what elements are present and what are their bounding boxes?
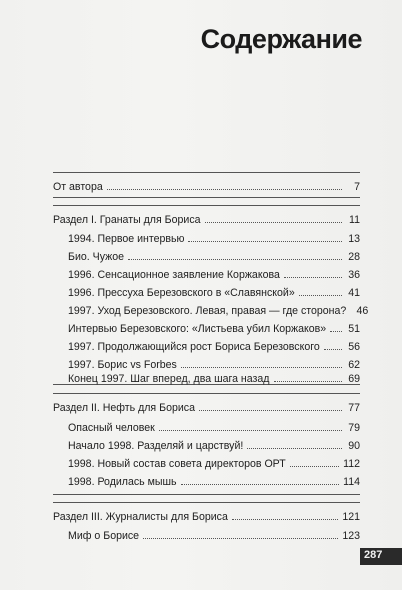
toc-row[interactable] bbox=[68, 281, 360, 299]
leader-dots bbox=[205, 222, 342, 223]
toc-row[interactable] bbox=[68, 335, 360, 353]
leader-dots bbox=[274, 381, 343, 382]
leader-dots bbox=[284, 277, 342, 278]
toc-entry-page: 36 bbox=[348, 269, 360, 281]
toc-entry-page: 28 bbox=[348, 251, 360, 263]
leader-dots bbox=[330, 331, 342, 332]
toc-row[interactable] bbox=[53, 396, 360, 414]
page-number: 287 bbox=[364, 549, 383, 561]
toc-entry-label: Миф о Борисе bbox=[68, 530, 140, 542]
toc-section-3 bbox=[53, 502, 360, 544]
toc-section-1 bbox=[53, 205, 369, 385]
page-title: Содержание bbox=[200, 24, 362, 54]
toc-row[interactable] bbox=[53, 175, 360, 193]
toc-row[interactable] bbox=[53, 208, 360, 226]
toc-entry-label: Конец 1997. Шаг вперед, два шага назад bbox=[68, 373, 270, 385]
toc-row[interactable] bbox=[68, 416, 360, 434]
toc-section-intro bbox=[53, 172, 360, 198]
toc-section-2 bbox=[53, 393, 360, 495]
toc-entry-label: 1996. Сенсационное заявление Коржакова bbox=[68, 269, 280, 281]
leader-dots bbox=[199, 410, 342, 411]
toc-row[interactable] bbox=[68, 245, 360, 263]
toc-entry-page: 114 bbox=[343, 476, 360, 488]
toc-row[interactable] bbox=[68, 299, 369, 317]
toc-row[interactable] bbox=[68, 317, 360, 335]
leader-dots bbox=[181, 484, 340, 485]
toc-entry-label: Раздел II. Нефть для Бориса bbox=[53, 402, 195, 414]
toc-entry-page: 112 bbox=[343, 458, 360, 470]
toc-entry-page: 69 bbox=[348, 373, 360, 385]
toc-entry-label: 1994. Первое интервью bbox=[68, 233, 185, 245]
leader-dots bbox=[159, 430, 342, 431]
toc-entry-page: 46 bbox=[356, 305, 369, 317]
leader-dots bbox=[128, 259, 342, 260]
toc-row[interactable] bbox=[68, 470, 360, 488]
toc-entry-page: 7 bbox=[354, 181, 360, 193]
toc-entry-label: 1998. Новый состав совета директоров ОРТ bbox=[68, 458, 286, 470]
toc-entry-label: Интервью Березовского: «Листьева убил Коржаков» bbox=[68, 323, 327, 335]
toc-entry-page: 123 bbox=[342, 530, 360, 542]
toc-row[interactable] bbox=[68, 452, 360, 470]
leader-dots bbox=[107, 189, 342, 190]
toc-row[interactable] bbox=[68, 524, 360, 542]
leader-dots bbox=[188, 241, 342, 242]
toc-entry-label: 1998. Родилась мышь bbox=[68, 476, 177, 488]
toc-entry-label: От автора bbox=[53, 181, 103, 193]
toc-entry-page: 121 bbox=[342, 511, 360, 523]
leader-dots bbox=[143, 538, 338, 539]
toc-entry-label: 1997. Продолжающийся рост Бориса Березовского bbox=[68, 341, 320, 353]
toc-entry-page: 56 bbox=[348, 341, 360, 353]
toc-row[interactable] bbox=[68, 227, 360, 245]
toc-entry-label: Био. Чужое bbox=[68, 251, 124, 263]
toc-entry-page: 11 bbox=[349, 214, 360, 226]
toc-entry-page: 51 bbox=[348, 323, 360, 335]
toc-row[interactable] bbox=[68, 367, 360, 385]
toc-entry-label: 1997. Борис vs Forbes bbox=[68, 359, 177, 371]
toc-entry-label: Раздел III. Журналисты для Бориса bbox=[53, 511, 228, 523]
toc-entry-label: Начало 1998. Разделяй и царствуй! bbox=[68, 440, 244, 452]
toc-entry-page: 13 bbox=[348, 233, 360, 245]
toc-entry-label: 1996. Прессуха Березовского в «Славянской» bbox=[68, 287, 295, 299]
toc-entry-page: 77 bbox=[348, 402, 360, 414]
toc-entry-page: 62 bbox=[348, 359, 360, 371]
leader-dots bbox=[290, 466, 339, 467]
leader-dots bbox=[232, 519, 338, 520]
toc-row[interactable] bbox=[68, 434, 360, 452]
toc-row[interactable] bbox=[53, 505, 360, 523]
toc-entry-page: 79 bbox=[348, 422, 360, 434]
toc-entry-label: 1997. Уход Березовского. Левая, правая — где сторона? bbox=[68, 305, 347, 317]
toc-entry-label: Раздел I. Гранаты для Бориса bbox=[53, 214, 201, 226]
toc-entry-label: Опасный человек bbox=[68, 422, 155, 434]
leader-dots bbox=[299, 295, 342, 296]
toc-row[interactable] bbox=[68, 263, 360, 281]
toc-entry-page: 41 bbox=[348, 287, 360, 299]
leader-dots bbox=[247, 448, 342, 449]
leader-dots bbox=[324, 349, 342, 350]
toc-entry-page: 90 bbox=[348, 440, 360, 452]
